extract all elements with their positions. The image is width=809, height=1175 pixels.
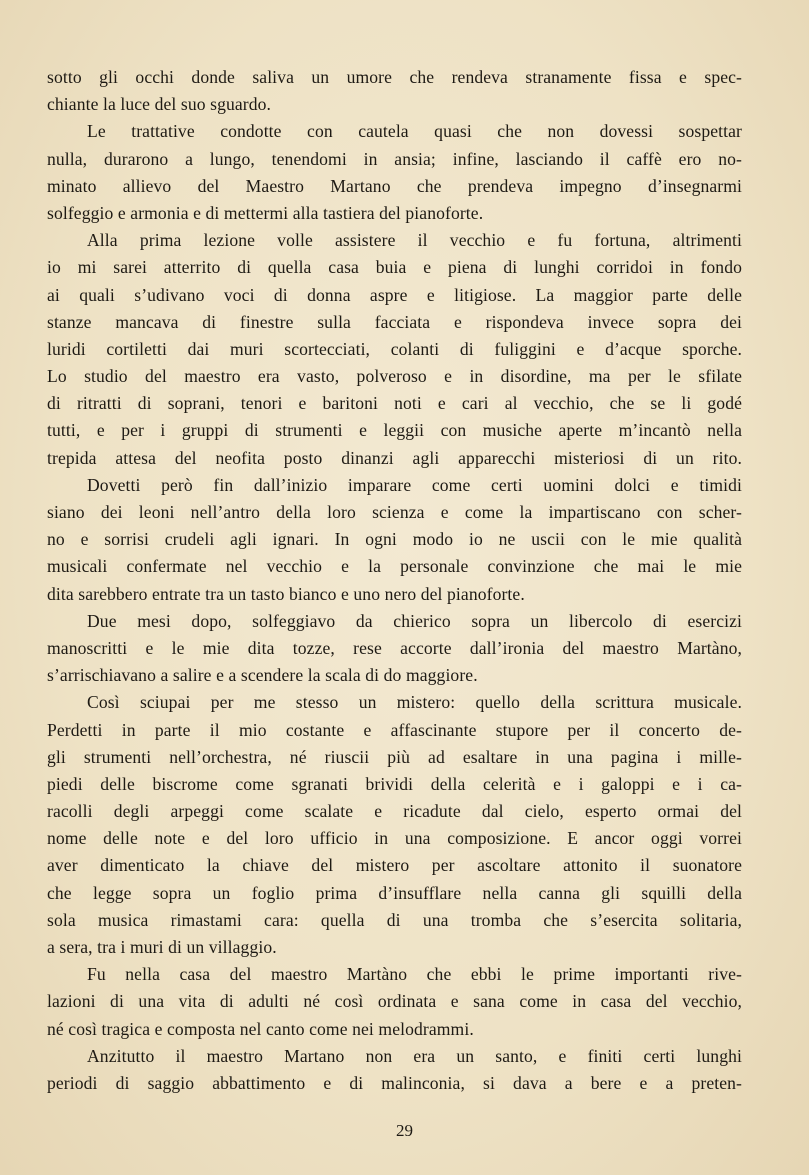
text-line: Perdetti in parte il mio costante e affascinante stupore per il concerto de- <box>47 719 742 740</box>
text-line: racolli degli arpeggi come scalate e ricadute dal cielo, esperto ormai del <box>47 801 742 822</box>
text-line: Due mesi dopo, solfeggiavo da chierico sopra un libercolo di esercizi <box>87 610 742 631</box>
text-line: trepida attesa del neofita posto dinanzi agli apparecchi misteriosi di un rito. <box>47 447 742 468</box>
text-line: io mi sarei atterrito di quella casa buia e piena di lunghi corridoi in fondo <box>47 257 742 278</box>
text-line: solfeggio e armonia e di mettermi alla tastiera del pianoforte. <box>47 202 484 223</box>
text-line: a sera, tra i muri di un villaggio. <box>47 937 277 957</box>
text-line: Anzitutto il maestro Martano non era un santo, e finiti certi lunghi <box>87 1045 742 1066</box>
page-body <box>47 64 742 1097</box>
text-line: siano dei leoni nell’antro della loro scienza e come la impartiscano con scher- <box>47 502 742 522</box>
text-line: stanze mancava di finestre sulla facciata e rispondeva invece sopra dei <box>47 311 742 332</box>
text-line: no e sorrisi crudeli agli ignari. In ogni modo io ne uscii con le mie qualità <box>47 529 742 550</box>
text-line: né così tragica e composta nel canto come nei melodrammi. <box>47 1018 474 1039</box>
text-line: nulla, durarono a lungo, tenendomi in ansia; infine, lasciando il caffè ero no- <box>47 148 742 169</box>
text-line: Dovetti però fin dall’inizio imparare come certi uomini dolci e timidi <box>87 474 742 495</box>
text-line: gli strumenti nell’orchestra, né riuscii più ad esaltare in una pagina i mille- <box>47 746 742 767</box>
text-line: di ritratti di soprani, tenori e baritoni noti e cari al vecchio, che se li godé <box>47 393 742 414</box>
text-line: Fu nella casa del maestro Martàno che ebbi le prime importanti rive- <box>87 964 742 985</box>
text-line: Le trattative condotte con cautela quasi che non dovessi sospettar <box>87 121 742 142</box>
text-line: Lo studio del maestro era vasto, polveroso e in disordine, ma per le sfilate <box>47 366 742 387</box>
text-line: aver dimenticato la chiave del mistero per ascoltare attonito il suonatore <box>47 855 742 876</box>
text-line: minato allievo del Maestro Martano che prendeva impegno d’insegnarmi <box>47 175 742 196</box>
text-line: Così sciupai per me stesso un mistero: quello della scrittura musicale. <box>87 692 742 713</box>
text-line: piedi delle biscrome come sgranati brividi della celerità e i galoppi e i ca- <box>47 773 742 794</box>
text-line: ai quali s’udivano voci di donna aspre e litigiose. La maggior parte delle <box>47 284 742 305</box>
text-line: s’arrischiavano a salire e a scendere la scala di do maggiore. <box>47 665 478 686</box>
page-number: 29 <box>396 1121 413 1140</box>
text-line: Alla prima lezione volle assistere il vecchio e fu fortuna, altrimenti <box>87 230 742 251</box>
text-line: luridi cortiletti dai muri scortecciati, colanti di fuliggini e d’acque sporche. <box>47 338 742 359</box>
text-line: sotto gli occhi donde saliva un umore che rendeva stranamente fissa e spec- <box>47 67 742 87</box>
text-line: che legge sopra un foglio prima d’insufflare nella canna gli squilli della <box>47 882 742 903</box>
text-line: chiante la luce del suo sguardo. <box>47 94 272 115</box>
text-line: tutti, e per i gruppi di strumenti e leggii con musiche aperte m’incantò nella <box>47 420 742 441</box>
text-line: manoscritti e le mie dita tozze, rese accorte dall’ironia del maestro Martàno, <box>47 637 742 658</box>
text-line: nome delle note e del loro ufficio in una composizione. E ancor oggi vorrei <box>47 828 742 849</box>
text-line: periodi di saggio abbattimento e di malinconia, si dava a bere e a preten- <box>47 1072 742 1093</box>
text-line: lazioni di una vita di adulti né così ordinata e sana come in casa del vecchio, <box>47 991 742 1012</box>
text-line: musicali confermate nel vecchio e la personale convinzione che mai le mie <box>47 556 742 577</box>
text-line: dita sarebbero entrate tra un tasto bianco e uno nero del pianoforte. <box>47 583 525 604</box>
text-line: sola musica rimastami cara: quella di una tromba che s’esercita solitaria, <box>47 909 742 930</box>
